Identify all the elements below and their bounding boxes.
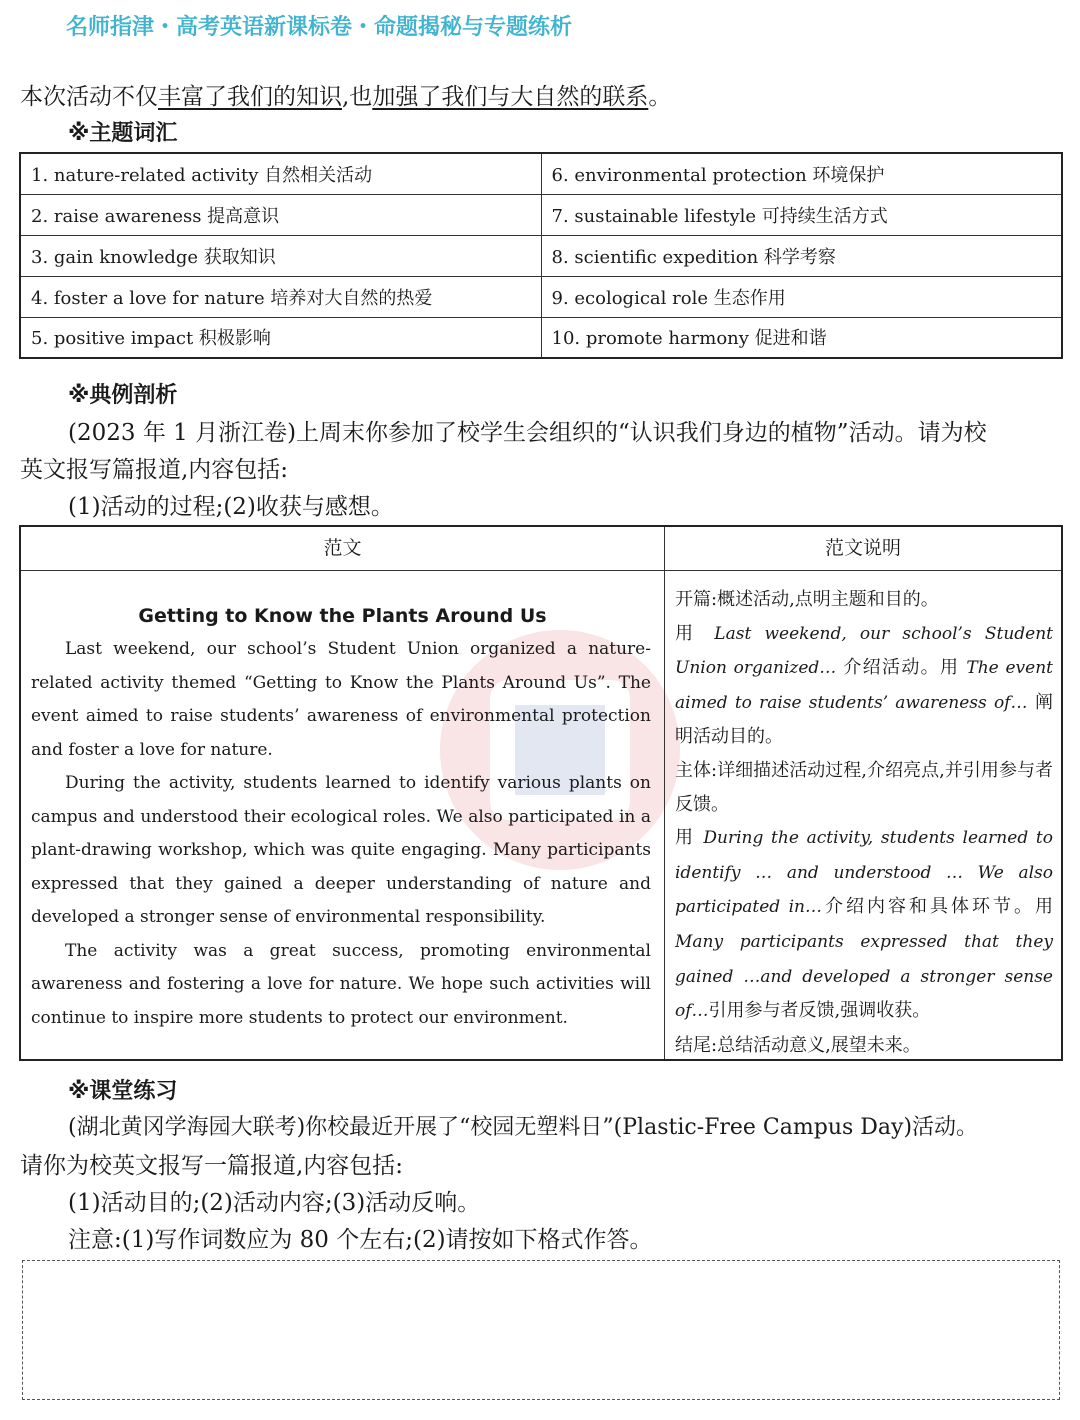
practice-line-4: 注意:(1)写作词数应为 80 个左右;(2)请按如下格式作答。: [68, 1227, 653, 1253]
vocab-cell: 3. gain knowledge 获取知识: [20, 235, 541, 276]
essay-column-header: 范文: [21, 527, 664, 571]
table-row: [20, 276, 1062, 317]
vocab-cell: 10. promote harmony 促进和谐: [541, 317, 1062, 358]
explanation-text: 用: [675, 827, 704, 849]
table-row: [20, 153, 1062, 194]
vocab-heading: ※主题词汇: [68, 121, 178, 146]
intro-underline-1: 丰富了我们的知识: [158, 84, 342, 110]
intro-sentence: [20, 78, 671, 111]
vocab-cell: 6. environmental protection 环境保护: [541, 153, 1062, 194]
explanation-column-header: 范文说明: [665, 527, 1061, 571]
explanation-phrase: Last weekend, our school’s Student Union organized…: [675, 623, 1053, 679]
vocab-cell: 9. ecological role 生态作用: [541, 276, 1062, 317]
table-row: [20, 317, 1062, 358]
intro-prefix: 本次活动不仅: [20, 84, 158, 110]
essay-body: [31, 633, 651, 1035]
vocab-table: [19, 152, 1063, 359]
intro-suffix: 。: [648, 84, 672, 110]
essay-paragraph: The activity was a great success, promoting environmental awareness and fostering a love for nature. We hope such activities will continue to inspire more students to protect our environment.: [31, 940, 651, 1028]
explanation-phrase: During the activity, students learned to identify … and understood … We also participated in…: [675, 828, 1053, 918]
explanation-body-summary: 主体:详细描述活动过程,介绍亮点,并引用参与者反馈。: [675, 759, 1053, 815]
vocab-cell: 7. sustainable lifestyle 可持续生活方式: [541, 194, 1062, 235]
table-row: [20, 194, 1062, 235]
practice-line-1: (湖北黄冈学海园大联考)你校最近开展了“校园无塑料日”(Plastic-Free Campus Day)活动。: [68, 1115, 979, 1140]
explanation-text: 介绍活动。用: [836, 657, 967, 679]
essay-paragraph: During the activity, students learned to identify various plants on campus and understood their ecological roles. We also participated in a plant-drawing workshop, which was quite engaging. Many participants expressed that they gained a deeper understanding of nature and developed a stronger sense of environmental responsibility.: [31, 773, 651, 927]
essay-paragraph: Last weekend, our school’s Student Union organized a nature-related activity themed “Getting to Know the Plants Around Us”. The event aimed to raise students’ awareness of environmental protection and foster a love for nature.: [31, 639, 651, 760]
intro-underline-2: 加强了我们与大自然的联系: [372, 84, 649, 110]
practice-line-3: (1)活动目的;(2)活动内容;(3)活动反响。: [68, 1190, 481, 1216]
page-header: 名师指津・高考英语新课标卷・命题揭秘与专题练析: [66, 15, 573, 40]
explanation-text: 引用参与者反馈,强调收获。: [708, 1000, 931, 1022]
explanation-text: 用: [675, 622, 715, 644]
explanation-text: 介绍内容和具体环节。用: [821, 896, 1054, 918]
example-prompt-line-1: (2023 年 1 月浙江卷)上周末你参加了校学生会组织的“认识我们身边的植物”活动。请为校: [68, 420, 987, 446]
vocab-cell: 2. raise awareness 提高意识: [20, 194, 541, 235]
vocab-cell: 1. nature-related activity 自然相关活动: [20, 153, 541, 194]
explanation-opening-detail: [675, 617, 1053, 754]
answer-box[interactable]: [22, 1260, 1060, 1400]
explanation-phrase: The event aimed to raise students’ awareness of…: [675, 658, 1053, 713]
practice-heading: ※课堂练习: [68, 1079, 178, 1104]
essay-column: [21, 527, 664, 1059]
explanation-closing: 结尾:总结活动意义,展望未来。: [675, 1034, 921, 1056]
vocab-cell: 8. scientific expedition 科学考察: [541, 235, 1062, 276]
example-essay-table: [19, 525, 1063, 1061]
essay-title: Getting to Know the Plants Around Us: [138, 605, 547, 627]
explanation-opening: 开篇:概述活动,点明主题和目的。: [675, 589, 939, 610]
example-prompt-line-2: 英文报写篇报道,内容包括:: [20, 457, 289, 483]
table-row: [20, 235, 1062, 276]
intro-middle: ,也: [342, 84, 373, 110]
practice-line-2: 请你为校英文报写一篇报道,内容包括:: [20, 1153, 404, 1179]
explanation-column: [664, 527, 1061, 1059]
vocab-cell: 4. foster a love for nature 培养对大自然的热爱: [20, 276, 541, 317]
explanation-body: [675, 583, 1053, 1062]
example-heading: ※典例剖析: [68, 383, 178, 408]
explanation-text: 阐明活动目的。: [675, 691, 1053, 748]
explanation-phrase: Many participants expressed that they gained …and developed a stronger sense of…: [675, 931, 1053, 1022]
vocab-cell: 5. positive impact 积极影响: [20, 317, 541, 358]
explanation-body-detail: [675, 821, 1053, 1029]
example-prompt-line-3: (1)活动的过程;(2)收获与感想。: [68, 494, 394, 520]
